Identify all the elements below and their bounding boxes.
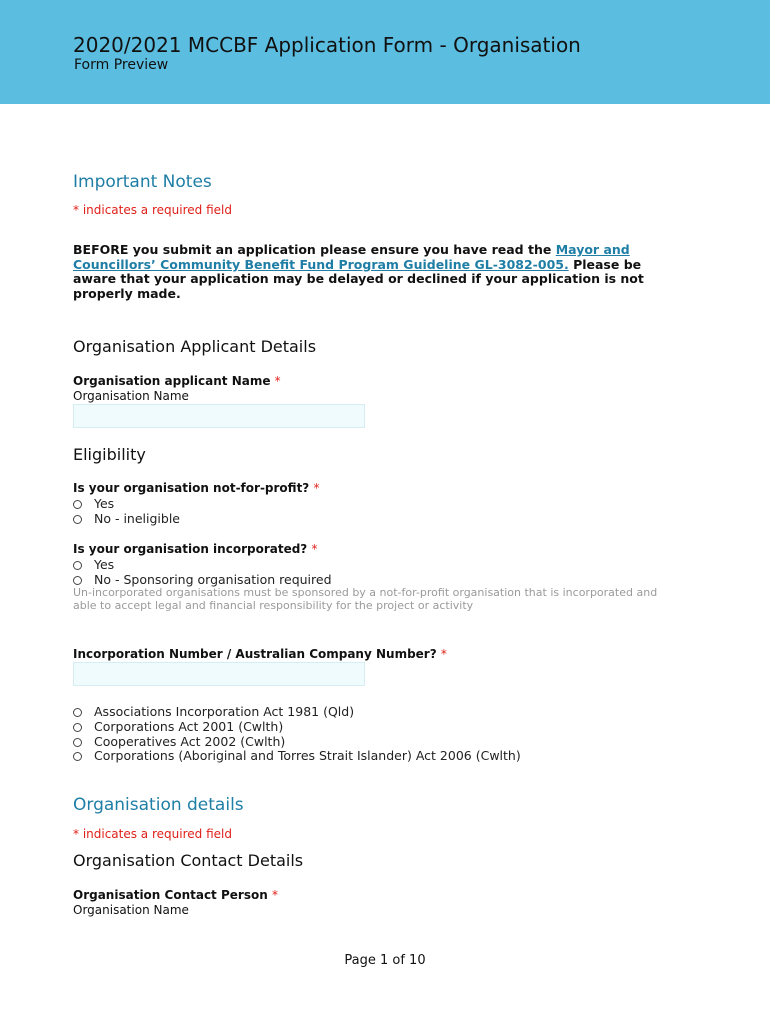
act-option[interactable] xyxy=(73,734,285,749)
page-header xyxy=(0,0,770,104)
form-subtitle: Form Preview xyxy=(74,57,169,73)
contact-details-heading: Organisation Contact Details xyxy=(73,851,304,870)
option-label: Associations Incorporation Act 1981 (Qld) xyxy=(94,704,355,719)
option-label: No - Sponsoring organisation required xyxy=(94,572,332,587)
required-field-note: * indicates a required field xyxy=(73,827,232,841)
eligibility-heading: Eligibility xyxy=(73,445,146,464)
important-notes-heading: Important Notes xyxy=(73,172,212,192)
radio-icon[interactable] xyxy=(73,576,82,585)
applicant-name-label xyxy=(73,374,281,388)
radio-icon[interactable] xyxy=(73,561,82,570)
incorporated-no-option[interactable] xyxy=(73,572,332,587)
incorporation-number-input[interactable] xyxy=(73,662,365,686)
not-for-profit-yes-option[interactable] xyxy=(73,496,114,511)
radio-icon[interactable] xyxy=(73,738,82,747)
guideline-link[interactable]: Mayor and Councillors’ Community Benefit Fund Program Guideline GL-3082-005. xyxy=(73,242,630,272)
not-for-profit-question-text: Is your organisation not-for-profit? xyxy=(73,481,310,495)
radio-icon[interactable] xyxy=(73,708,82,717)
organisation-details-heading: Organisation details xyxy=(73,795,244,815)
required-star: * xyxy=(274,374,281,388)
required-star: * xyxy=(440,647,447,661)
required-star: * xyxy=(311,542,318,556)
incorporation-number-question-text: Incorporation Number / Australian Company Number? xyxy=(73,647,437,661)
not-for-profit-no-option[interactable] xyxy=(73,511,180,526)
radio-icon[interactable] xyxy=(73,752,82,761)
applicant-details-heading: Organisation Applicant Details xyxy=(73,337,317,356)
act-option[interactable] xyxy=(73,748,521,763)
notes-before-text: BEFORE you submit an application please ensure you have read the xyxy=(73,242,556,257)
radio-icon[interactable] xyxy=(73,500,82,509)
not-for-profit-question xyxy=(73,481,319,495)
act-option[interactable] xyxy=(73,704,354,719)
radio-icon[interactable] xyxy=(73,515,82,524)
applicant-name-sublabel: Organisation Name xyxy=(73,389,189,403)
required-field-note: * indicates a required field xyxy=(73,203,232,217)
contact-person-sublabel: Organisation Name xyxy=(73,903,189,917)
notes-after-text: Please be aware that your application may be delayed or declined if your application is not properly made. xyxy=(73,256,644,301)
page-number: Page 1 of 10 xyxy=(344,953,426,968)
act-option[interactable] xyxy=(73,719,283,734)
incorporated-question xyxy=(73,542,317,556)
option-label: Cooperatives Act 2002 (Cwlth) xyxy=(94,734,286,749)
required-star: * xyxy=(313,481,320,495)
applicant-name-label-text: Organisation applicant Name xyxy=(73,374,271,388)
incorporated-question-text: Is your organisation incorporated? xyxy=(73,542,308,556)
option-label: Corporations (Aboriginal and Torres Strait Islander) Act 2006 (Cwlth) xyxy=(94,748,521,763)
contact-person-label xyxy=(73,888,278,902)
option-label: Yes xyxy=(94,557,115,572)
contact-person-label-text: Organisation Contact Person xyxy=(73,888,268,902)
incorporated-hint: Un-incorporated organisations must be sponsored by a not-for-profit organisation that is incorporated and able to accept legal and financial responsibility for the project or activity xyxy=(73,586,658,612)
organisation-name-input[interactable] xyxy=(73,404,365,428)
form-title: 2020/2021 MCCBF Application Form - Organisation xyxy=(73,33,581,57)
option-label: No - ineligible xyxy=(94,511,180,526)
option-label: Yes xyxy=(94,496,115,511)
incorporated-yes-option[interactable] xyxy=(73,557,114,572)
required-star: * xyxy=(271,888,278,902)
important-notes-text xyxy=(73,243,673,301)
radio-icon[interactable] xyxy=(73,723,82,732)
incorporation-number-question xyxy=(73,647,447,661)
option-label: Corporations Act 2001 (Cwlth) xyxy=(94,719,284,734)
